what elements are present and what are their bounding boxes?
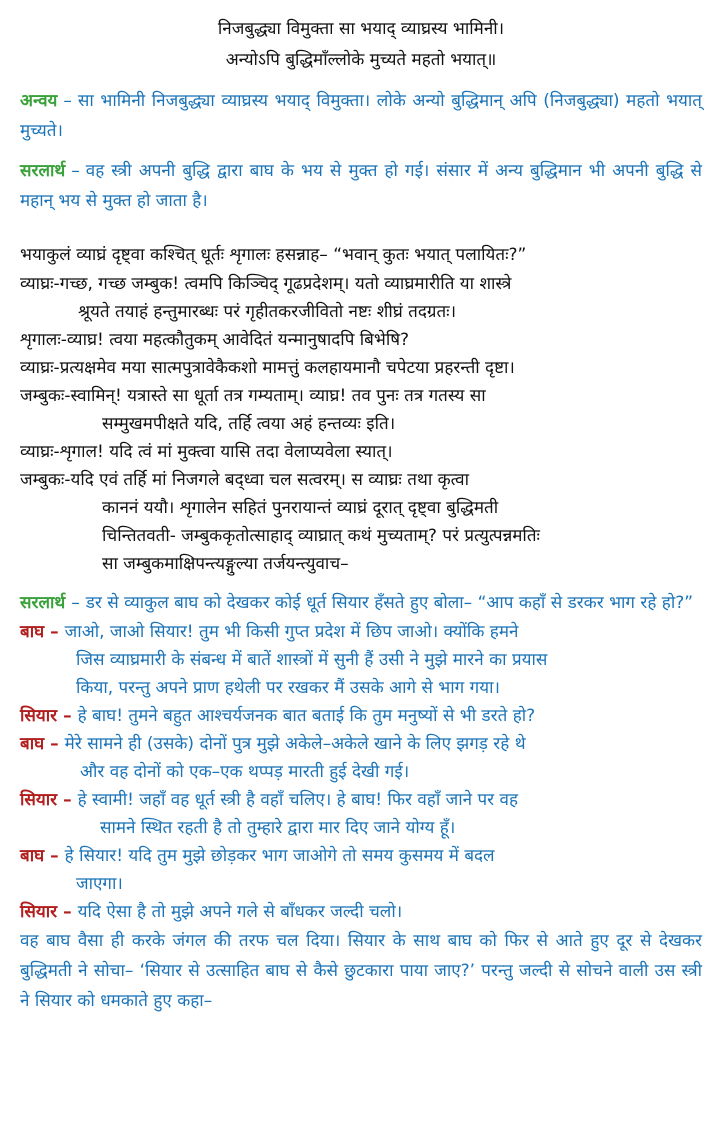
dialogue-continuation: सा जम्बुकमाक्षिपन्त्यङ्गुल्या तर्जयन्त्युवाच– [102,554,349,574]
dialogue-row [20,354,702,382]
saralarth-2-dash: – [71,593,80,613]
speaker-label: सियार [20,790,58,810]
dialogue-continuation: चिन्तितवती- जम्बुककृतोत्साहाद् व्याघ्रात् कथं मुच्यताम्? परं प्रत्युत्पन्नमतिः [102,526,540,546]
dialogue-row [20,326,702,354]
sanskrit-dialogue [20,270,702,578]
speaker-label: व्याघ्रः- [20,442,60,462]
dialogue-text: व्याघ्र! त्वया महत्कौतुकम् आवेदितं यन्मानुषादपि बिभेषि? [66,330,410,350]
verse-line-2: अन्योऽपि बुद्धिमाँल्लोके मुच्यते महतो भयात्॥ [225,50,497,70]
dialogue-continuation: सामने स्थित रहती है तो तुम्हारे द्वारा मार दिए जाने योग्य हूँ। [100,818,456,838]
hindi-dialogue [20,618,702,926]
dialogue-row [20,618,702,646]
anvay-label: अन्वय [20,91,58,111]
dialogue-continuation: सम्मुखमपीक्षते यदि, तर्हि त्वया अहं हन्तव्यः इति। [102,414,396,434]
dialogue-continuation: श्रूयते तयाहं हन्तुमारब्धः परं गृहीतकरजीवितो नष्टः शीघ्रं तदग्रतः। [78,302,457,322]
dialogue-text: शृगाल! यदि त्वं मां मुक्त्वा यासि तदा वेलाप्यवेला स्यात्। [59,442,393,462]
dialogue-row [20,270,702,298]
speaker-label: जम्बुकः- [20,386,71,406]
speaker-dash: – [50,734,59,754]
dialogue-text: हे स्वामी! जहाँ वह धूर्त स्त्री है वहाँ चलिए। हे बाघ! फिर वहाँ जाने पर वह [77,790,518,810]
speaker-label: जम्बुकः- [20,470,71,490]
dialogue-continuation: जाएगा। [76,874,123,894]
speaker-dash: – [50,622,59,642]
saralarth-1-paragraph [20,156,702,216]
dialogue-row [20,730,702,758]
saralarth-1-dash: – [71,161,80,181]
speaker-dash: – [50,846,59,866]
speaker-label: व्याघ्रः- [20,358,60,378]
dialogue-row [20,842,702,870]
dialogue-row [20,898,702,926]
dialogue-text: यदि ऐसा है तो मुझे अपने गले से बाँधकर जल्दी चलो। [77,902,403,922]
dialogue-text: गच्छ, गच्छ जम्बुक! त्वमपि किञ्चिद् गूढप्रदेशम्। यतो व्याघ्रमारीति या शास्त्रे [59,274,512,294]
dialogue-text: स्वामिन्! यत्रास्ते सा धूर्ता तत्र गम्यताम्। व्याघ्र! तव पुनः तत्र गतस्य सा [70,386,486,406]
saralarth-1-label: सरलार्थ [20,161,66,181]
saralarth-1-text: वह स्त्री अपनी बुद्धि द्वारा बाघ के भय से मुक्त हो गई। संसार में अन्य बुद्धिमान भी अपनी बुद्धि से महान् भय से मुक्त हो जाता है। [20,161,702,211]
saralarth-2-text: डर से व्याकुल बाघ को देखकर कोई धूर्त सियार हँसते हुए बोला– “आप कहाँ से डरकर भाग रहे हो?” [85,593,694,613]
speaker-label: बाघ [20,734,45,754]
dialogue-continuation: जिस व्याघ्रमारी के संबन्ध में बातें शास्त्रों में सुनी हैं उसी ने मुझे मारने का प्रयास [76,650,548,670]
dialogue-text: यदि एवं तर्हि मां निजगले बद्ध्वा चल सत्वरम्। स व्याघ्रः तथा कृत्वा [70,470,470,490]
speaker-label: सियार [20,706,58,726]
anvay-paragraph [20,86,702,146]
dialogue-text: प्रत्यक्षमेव मया सात्मपुत्रावेकैकशो मामत्तुं कलहायमानौ चपेटया प्रहरन्ती दृष्टा। [59,358,515,378]
dialogue-text: हे सियार! यदि तुम मुझे छोड़कर भाग जाओगे तो समय कुसमय में बदल [64,846,495,866]
dialogue-row [20,466,702,494]
speaker-label: व्याघ्रः- [20,274,60,294]
dialogue-row [20,702,702,730]
dialogue-row [20,382,702,410]
verse [20,14,702,76]
dialogue-continuation: किया, परन्तु अपने प्राण हथेली पर रखकर मैं उसके आगे से भाग गया। [76,678,500,698]
speaker-dash: – [63,902,72,922]
dialogue-text: हे बाघ! तुमने बहुत आश्चर्यजनक बात बताई कि तुम मनुष्यों से भी डरते हो? [77,706,536,726]
speaker-dash: – [63,706,72,726]
speaker-label: बाघ [20,622,45,642]
verse-line-1: निजबुद्ध्या विमुक्ता सा भयाद् व्याघ्रस्य भामिनी। [217,19,505,39]
speaker-label: सियार [20,902,58,922]
saralarth-2-label: सरलार्थ [20,593,66,613]
anvay-text: सा भामिनी निजबुद्ध्या व्याघ्रस्य भयाद् विमुक्ता। लोके अन्यो बुद्धिमान् अपि (निजबुद्ध्या) महतो भयात् मुच्यते। [20,91,702,141]
closing-paragraph: वह बाघ वैसा ही करके जंगल की तरफ चल दिया। सियार के साथ बाघ को फिर से आते हुए दूर से देखकर बुद्धिमती ने सोचा– ‘सियार से उत्साहित बाघ से कैसे छुटकारा पाया जाए?’ परन्तु जल्दी से सोचने वाली उस स्त्री ने सियार को धमकाते हुए कहा– [20,931,702,1011]
anvay-dash: – [63,91,72,111]
speaker-label: बाघ [20,846,45,866]
dialogue-text: जाओ, जाओ सियार! तुम भी किसी गुप्त प्रदेश में छिप जाओ। क्योंकि हमने [64,622,519,642]
dialogue-continuation: काननं ययौ। शृगालेन सहितं पुनरायान्तं व्याघ्रं दूरात् दृष्ट्वा बुद्धिमती [102,498,499,518]
speaker-label: शृगालः- [20,330,67,350]
dialogue-row [20,786,702,814]
dialogue-row [20,438,702,466]
speaker-dash: – [63,790,72,810]
dialogue-text: मेरे सामने ही (उसके) दोनों पुत्र मुझे अकेले–अकेले खाने के लिए झगड़ रहे थे [64,734,526,754]
prose-intro: भयाकुलं व्याघ्रं दृष्ट्वा कश्चित् धूर्तः शृगालः हसन्नाह– “भवान् कुतः भयात् पलायितः?” [20,245,527,265]
dialogue-continuation: और वह दोनों को एक–एक थप्पड़ मारती हुई देखी गई। [80,762,410,782]
saralarth-2-paragraph [20,588,702,618]
